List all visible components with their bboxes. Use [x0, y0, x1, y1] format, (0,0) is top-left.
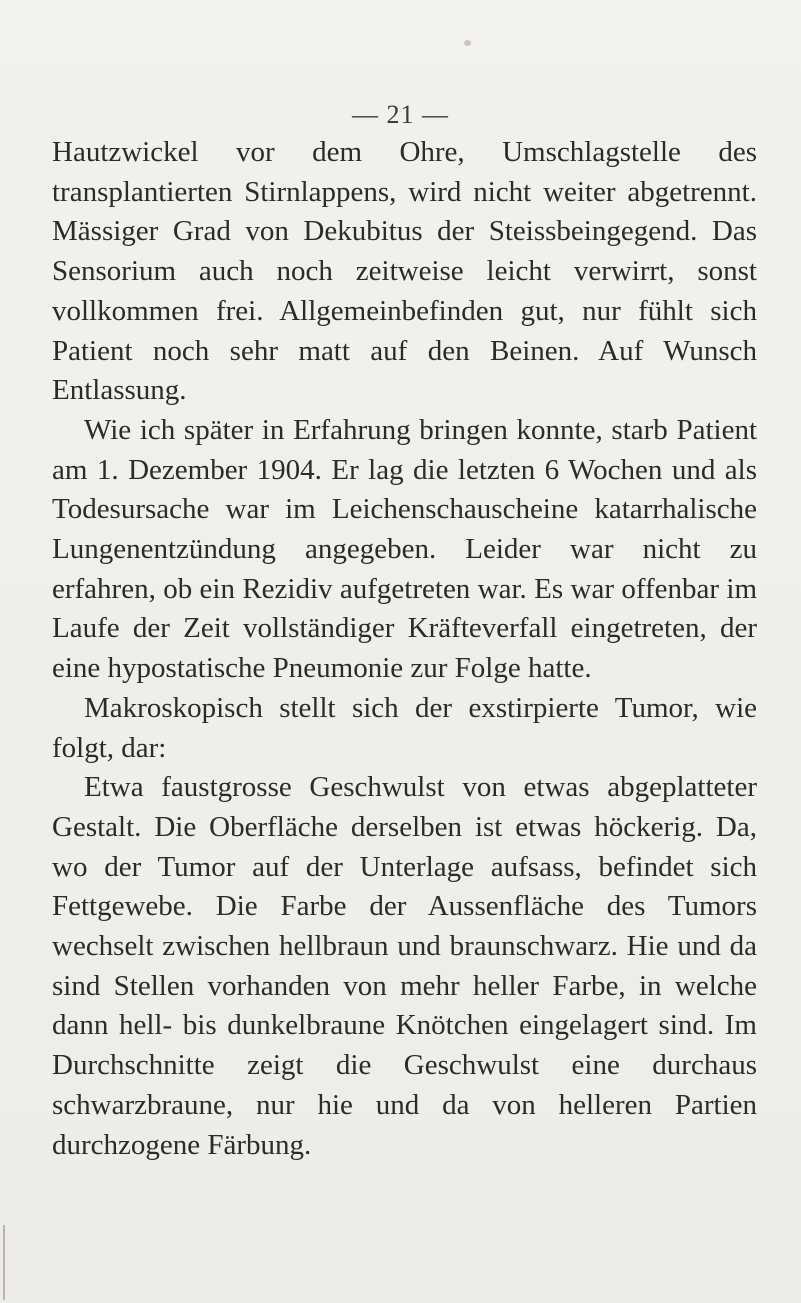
page-edge-shadow	[3, 1225, 5, 1300]
paragraph-3: Makroskopisch stellt sich der exstirpierte Tumor, wie folgt, dar:	[52, 691, 757, 764]
body-text	[52, 133, 757, 1165]
page-number: — 21 —	[352, 100, 449, 129]
ink-speck	[464, 40, 471, 46]
paragraph-2: Wie ich später in Erfahrung bringen konnte, starb Patient am 1. Dezember 1904. Er lag die letzten 6 Wochen und als Todesursache war im Leichenschauscheine katarrhalische Lungenentzündung angegeben. Leider war nicht zu erfahren, ob ein Rezidiv aufgetreten war. Es war offenbar im Laufe der Zeit vollständiger Kräfteverfall eingetreten, der eine hypostatische Pneumonie zur Folge hatte.	[52, 413, 757, 685]
paragraph-4: Etwa faustgrosse Geschwulst von etwas abgeplatteter Gestalt. Die Oberfläche derselben ist etwas höckerig. Da, wo der Tumor auf der Unterlage aufsass, befindet sich Fettgewebe. Die Farbe der Aussenfläche des Tumors wechselt zwischen hellbraun und braunschwarz. Hie und da sind Stellen vorhanden von mehr heller Farbe, in welche dann hell- bis dunkelbraune Knötchen eingelagert sind. Im Durchschnitte zeigt die Geschwulst eine durchaus schwarzbraune, nur hie und da von helleren Partien durchzogene Färbung.	[52, 771, 757, 1161]
paragraph-1: Hautzwickel vor dem Ohre, Umschlagstelle des transplantierten Stirnlappens, wird nicht weiter abgetrennt. Mässiger Grad von Dekubitus der Steissbeingegend. Das Sensorium auch noch zeitweise leicht verwirrt, sonst vollkommen frei. Allgemeinbefinden gut, nur fühlt sich Patient noch sehr matt auf den Beinen. Auf Wunsch Entlassung.	[52, 136, 757, 407]
